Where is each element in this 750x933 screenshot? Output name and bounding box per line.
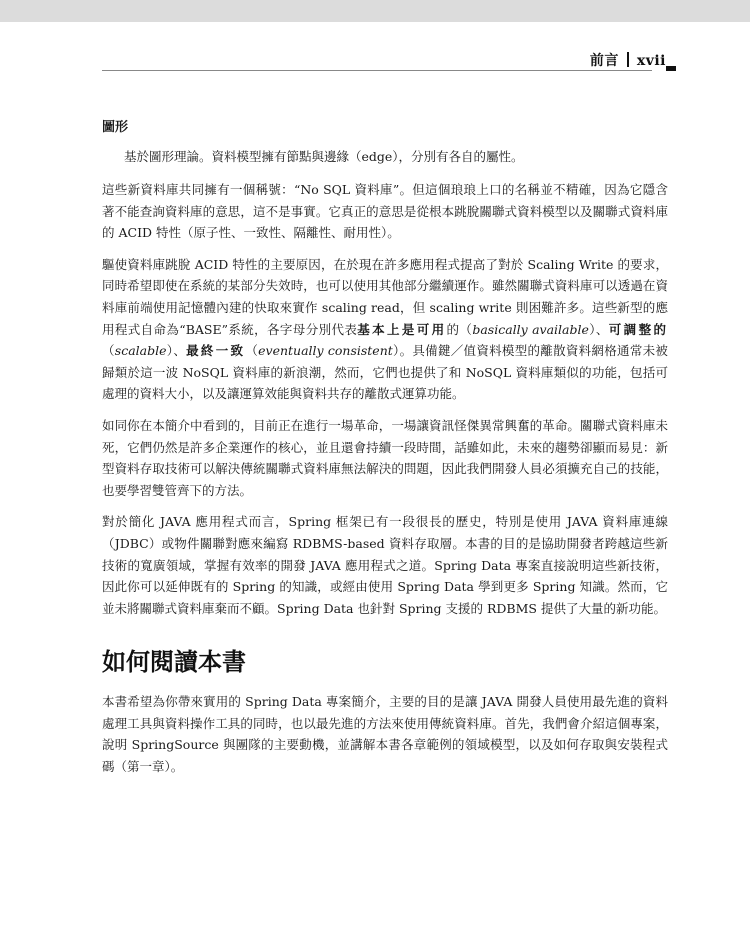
paragraph-base-part-k: （ xyxy=(245,343,259,359)
graph-term-definition: 基於圖形理論。資料模型擁有節點與邊緣（edge），分別有各自的屬性。 xyxy=(124,149,524,164)
paragraph-nosql: 這些新資料庫共同擁有一個稱號：“No SQL 資料庫”。但這個琅琅上口的名稱並不精確，因為它隱含著不能查詢資料庫的意思，這不是事實。它真正的意思是從根本跳脫關聯式資料模型以及關聯式資料庫的 ACID 特性（原子性、一致性、隔離性、耐用性）。 xyxy=(102,182,668,241)
paragraph-spring: 對於簡化 JAVA 應用程式而言，Spring 框架已有一段很長的歷史，特別是使用 JAVA 資料庫連線（JDBC）或物件關聯對應來編寫 RDBMS-based 資料存取層。本書的目的是協助開發者跨越這些新技術的寬廣領域，掌握有效率的開發 JAVA 應用程式之道。Spring Data 專案直接說明這些新技術，因此你可以延伸既有的 Spring 的知識，或經由使用 Spring Data 學到更多 Spring 知識。然而，它並未將關聯式資料庫棄而不顧。Spring Data 也針對 Spring 支援的 RDBMS 提供了大量的新功能。 xyxy=(102,514,668,616)
paragraph-base-part-g: （ xyxy=(102,343,115,359)
base-basically-available-en: basically available xyxy=(472,321,589,337)
paragraph-revolution: 如同你在本簡介中看到的，目前正在進行一場革命，一場讓資訊怪傑異常興奮的革命。關聯式資料庫未死，它們仍然是許多企業運作的核心，並且還會持續一段時間，話雖如此，未來的趨勢卻顯而易見：新型資料存取技術可以解決傳統關聯式資料庫無法解決的問題，因此我們開發人員必須擴充自己的技能，也要學習雙管齊下的方法。 xyxy=(102,417,668,498)
section-paragraph: 本書希望為你帶來實用的 Spring Data 專案簡介，主要的目的是讓 JAVA 開發人員使用最先進的資料處理工具與資料操作工具的同時，也以最先進的方法來使用傳統資料庫。首先，我們會介紹這個專案，說明 SpringSource 與團隊的主要動機，並講解本書各章範例的領域模型，以及如何存取與安裝程式碼（第一章）。 xyxy=(102,694,668,775)
paragraph-base-part-i: ）、 xyxy=(166,343,187,359)
base-basically-available: 基本上是可用 xyxy=(357,321,447,337)
paragraph-base-part-e: ）、 xyxy=(588,321,609,337)
paragraph-base-part-a: 驅使資料庫跳脫 ACID 特性的主要原因，在於現在許多應用程式提高了對於 Scaling Write 的要求，同時希望即使在系統的某部分失效時，也可以使用其他部分繼續運作。雖然關聯式資料庫可以透過在資料庫前端使用記憶體內建的快取來實作 scaling read，但 scaling write 則困難許多。這些新型的應用程式自命為“BASE”系統，各字母分別代表 xyxy=(102,256,668,337)
graph-term-title: 圖形 xyxy=(102,120,129,135)
base-eventually-consistent-en: eventually consistent xyxy=(258,343,393,359)
page-marker-block xyxy=(666,66,676,71)
base-scalable-en: scalable xyxy=(114,343,167,359)
running-head xyxy=(590,50,666,70)
base-eventually-consistent: 最終一致 xyxy=(186,343,246,359)
running-head-label: 前言 xyxy=(589,53,619,69)
base-scalable: 可調整的 xyxy=(608,321,668,337)
page-number: xvii xyxy=(636,53,666,69)
section-title: 如何閱讀本書 xyxy=(102,648,246,677)
running-head-separator xyxy=(627,52,629,67)
page-content xyxy=(102,118,668,788)
header-rule xyxy=(102,70,652,71)
top-band xyxy=(0,0,750,22)
paragraph-base xyxy=(102,254,668,405)
paragraph-base-part-c: 的（ xyxy=(446,321,473,337)
paragraph-base-part-m: ）。具備鍵／值資料模型的離散資料網格通常未被歸類於這一波 NoSQL 資料庫的新浪潮，然而，它們也提供了和 NoSQL 資料庫類似的功能，包括可處理的資料大小，以及讓運算效能與資料共存的離散式運算功能。 xyxy=(102,343,668,402)
